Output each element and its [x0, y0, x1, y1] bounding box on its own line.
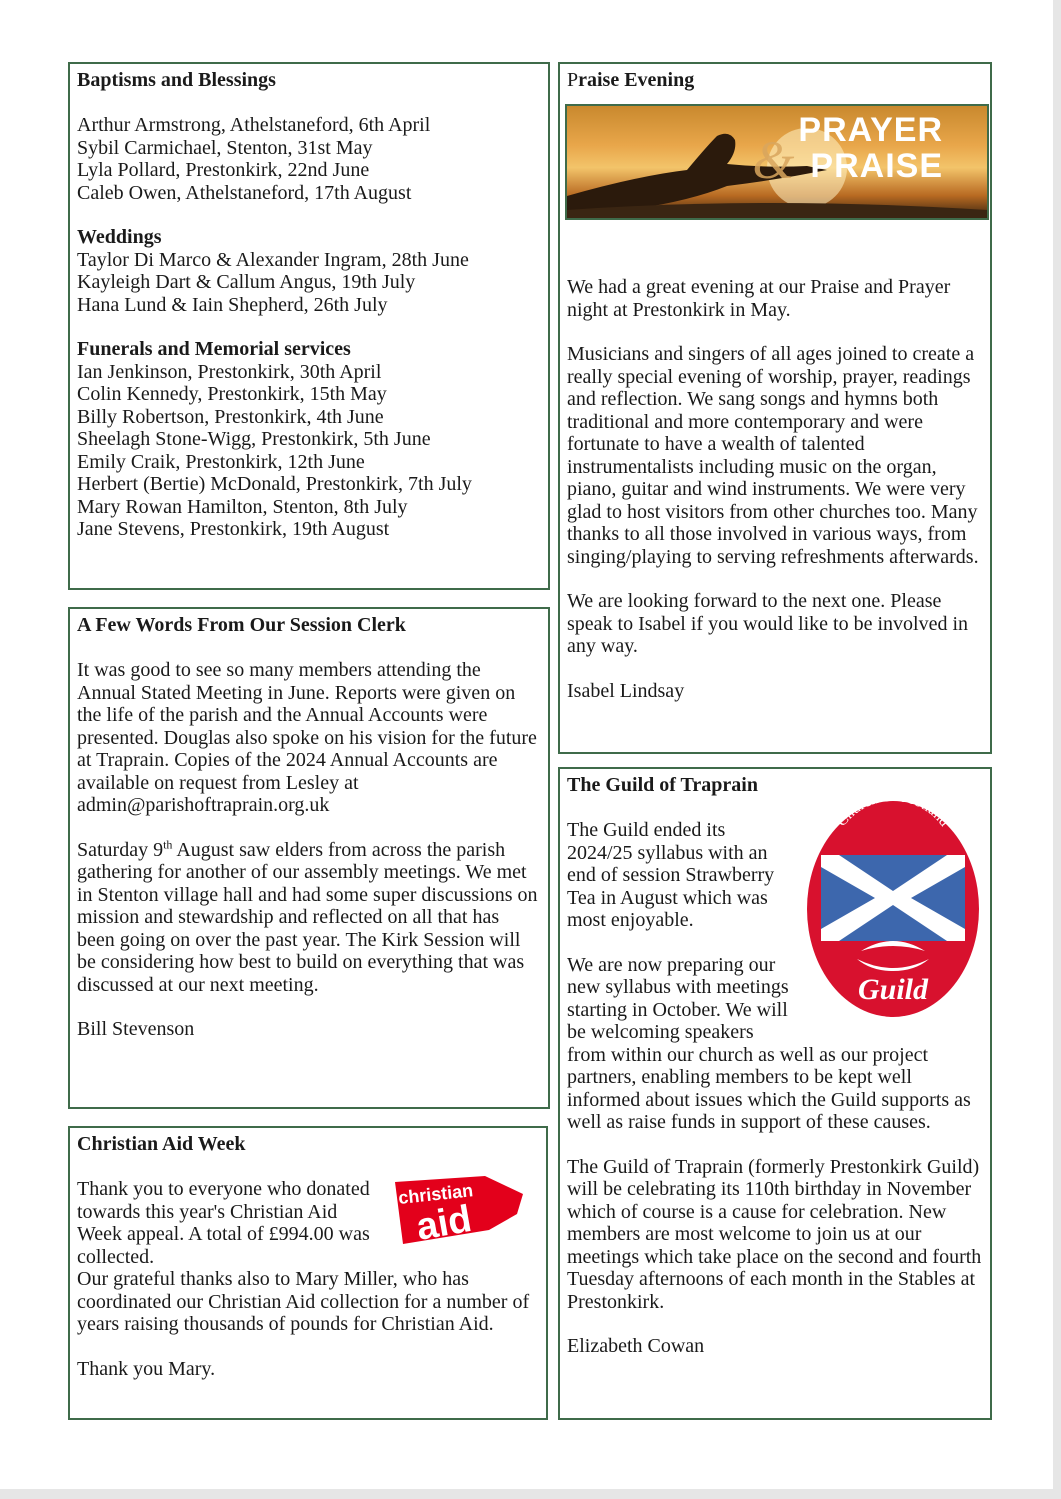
weddings-title: Weddings — [77, 226, 162, 248]
list-item: Sybil Carmichael, Stenton, 31st May — [77, 136, 373, 159]
list-item: Sheelagh Stone-Wigg, Prestonkirk, 5th June — [77, 428, 431, 450]
weddings-list — [77, 226, 541, 316]
list-item: Mary Rowan Hamilton, Stenton, 8th July — [77, 495, 408, 518]
session-clerk-paragraph: It was good to see so many members attending the Annual Stated Meeting in June. Reports were given on the life of the parish and the Annual Accounts were presented. Douglas also spoke on his vision for the future at Traprain. Copies of the 2024 Annual Accounts are available on request from Lesley at admin@parishoftraprain.org.uk — [77, 659, 537, 816]
list-item: Arthur Armstrong, Athelstaneford, 6th April — [77, 114, 431, 136]
svg-text:Church of Scotland: Church of Scotland — [833, 788, 953, 830]
guild-paragraph: We are now preparing our new syllabus with meetings starting in October. We will be welcoming speakers from within our church as well as our project partners, enabling members to be kept well informed about issues which the Guild supports as well as raise funds in support of these causes. — [567, 953, 971, 1133]
christian-aid-box — [68, 1126, 548, 1420]
svg-text:christian: christian — [397, 1180, 475, 1208]
list-item: Billy Robertson, Prestonkirk, 4th June — [77, 405, 384, 428]
session-clerk-box — [68, 607, 550, 1109]
banner-ampersand: & — [752, 130, 796, 190]
christian-aid-paragraph: Our grateful thanks also to Mary Miller, who has coordinated our Christian Aid collection for a number of years raising thousands of pounds for Christian Aid. — [77, 1268, 530, 1335]
praise-paragraph: We are looking forward to the next one. Please speak to Isabel if you would like to be involved in any way. — [567, 590, 969, 657]
praise-signature: Isabel Lindsay — [567, 679, 685, 702]
list-item: Colin Kennedy, Prestonkirk, 15th May — [77, 383, 387, 405]
prayer-praise-banner — [565, 104, 989, 220]
paragraph-text: Saturday 9 — [77, 838, 164, 861]
christian-aid-logo — [389, 1174, 529, 1252]
praise-evening-title — [567, 68, 983, 92]
list-item: Kayleigh Dart & Callum Angus, 19th July — [77, 271, 416, 293]
superscript: th — [163, 836, 173, 851]
christian-aid-paragraph: Thank you Mary. — [77, 1357, 216, 1380]
title-initial: P — [567, 69, 579, 91]
list-item: Taylor Di Marco & Alexander Ingram, 28th June — [77, 248, 469, 271]
banner-line: PRAYER — [798, 111, 943, 149]
banner-title — [752, 111, 943, 190]
banner-text: PRAISE — [810, 147, 943, 185]
funerals-list — [77, 338, 541, 541]
list-item: Caleb Owen, Athelstaneford, 17th August — [77, 181, 412, 204]
praise-evening-box — [558, 62, 992, 754]
praise-paragraph: We had a great evening at our Praise and Prayer night at Prestonkirk in May. — [567, 276, 951, 321]
guild-title: The Guild of Traprain — [567, 774, 758, 796]
guild-box — [558, 767, 992, 1420]
list-item: Herbert (Bertie) McDonald, Prestonkirk, 7th July — [77, 473, 472, 495]
guild-logo — [799, 781, 987, 1021]
christian-aid-logo-icon — [389, 1174, 529, 1252]
paragraph-text: August saw elders from across the parish gathering for another of our assembly meetings. We met in Stenton village hall and had some super discussions on mission and stewardship and reflected on all that has been going on over the past year. The Kirk Session will be considering how best to build on everything that was discussed at our next meeting. — [77, 838, 538, 996]
list-item: Lyla Pollard, Prestonkirk, 22nd June — [77, 159, 370, 181]
list-item: Emily Craik, Prestonkirk, 12th June — [77, 450, 365, 473]
guild-paragraph: The Guild of Traprain (formerly Prestonkirk Guild) will be celebrating its 110th birthday in November which of course is a cause for celebration. New members are most welcome to join us at our meetings which take place on the second and fourth Tuesday afternoons of each month in the Stables at Prestonkirk. — [567, 1155, 982, 1313]
session-clerk-paragraph — [77, 836, 541, 997]
baptisms-list — [77, 114, 541, 204]
baptisms-box — [68, 62, 550, 590]
guild-signature: Elizabeth Cowan — [567, 1335, 705, 1357]
guild-paragraph: The Guild ended its 2024/25 syllabus with an end of session Strawberry Tea in August which was most enjoyable. — [567, 819, 775, 931]
guild-logo-icon — [799, 781, 987, 1021]
list-item: Jane Stevens, Prestonkirk, 19th August — [77, 518, 390, 540]
svg-text:aid: aid — [413, 1197, 475, 1249]
baptisms-title: Baptisms and Blessings — [77, 69, 276, 91]
session-clerk-title: A Few Words From Our Session Clerk — [77, 614, 406, 636]
funerals-title: Funerals and Memorial services — [77, 338, 351, 360]
session-clerk-signature: Bill Stevenson — [77, 1018, 195, 1040]
list-item: Hana Lund & Iain Shepherd, 26th July — [77, 293, 388, 316]
praise-paragraph: Musicians and singers of all ages joined to create a really special evening of worship, prayer, readings and reflection. We sang songs and hymns both traditional and more contemporary and were fortunate to have a wealth of talented instrumentalists including music on the organ, piano, guitar and wind instruments. We were very glad to host visitors from other churches too. Many thanks to all those involved in various ways, from singing/playing to serving refreshments afterwards. — [567, 343, 979, 568]
christian-aid-paragraph: Thank you to everyone who donated towards this year's Christian Aid Week appeal. A total of £994.00 was collected. — [77, 1178, 370, 1268]
christian-aid-title: Christian Aid Week — [77, 1133, 246, 1155]
list-item: Ian Jenkinson, Prestonkirk, 30th April — [77, 360, 382, 383]
svg-text:Guild: Guild — [857, 973, 929, 1006]
title-rest: raise Evening — [578, 69, 695, 91]
